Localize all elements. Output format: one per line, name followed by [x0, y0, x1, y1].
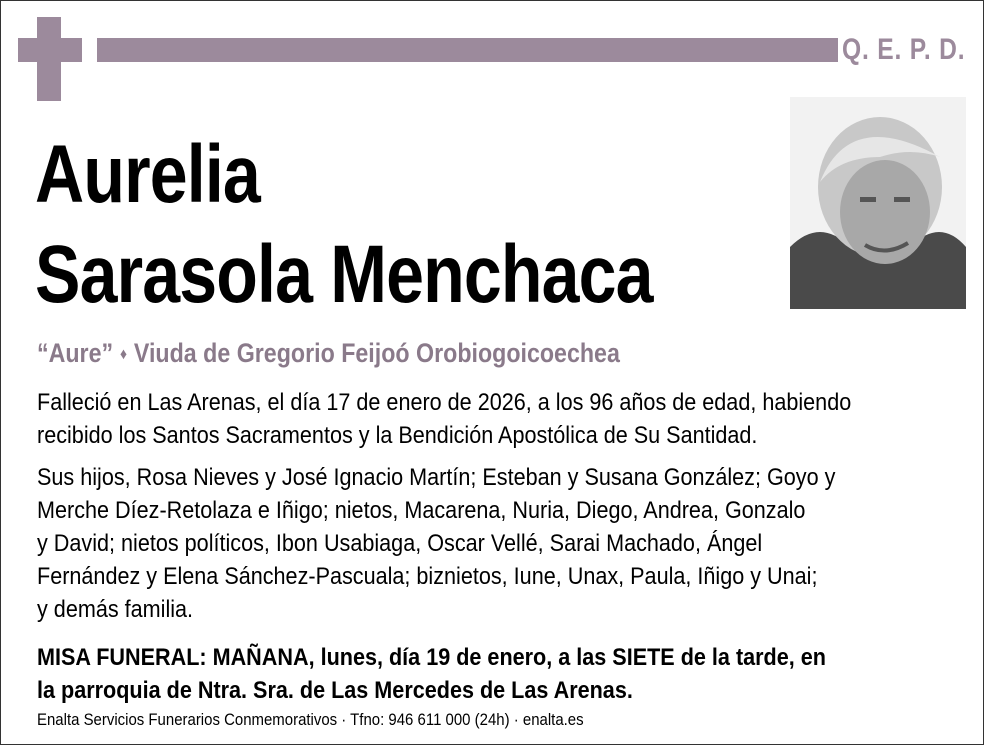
text-line: la parroquia de Ntra. Sra. de Las Mercedes de Las Arenas. — [37, 677, 633, 704]
qepd-label: Q. E. P. D. — [842, 33, 966, 66]
diamond-separator-icon: ♦ — [120, 345, 128, 363]
text-line: y demás familia. — [37, 596, 194, 623]
last-name: Sarasola Menchaca — [35, 229, 653, 320]
subtitle — [37, 338, 620, 369]
funeral-mass — [37, 641, 914, 707]
deceased-photo — [790, 97, 966, 309]
text-line: y David; nietos políticos, Ibon Usabiaga, Oscar Vellé, Sarai Machado, Ángel — [37, 530, 763, 557]
text-line: recibido los Santos Sacramentos y la Bendición Apostólica de Su Santidad. — [37, 422, 758, 449]
family-list — [37, 461, 924, 626]
text-line: Sus hijos, Rosa Nieves y José Ignacio Martín; Esteban y Susana González; Goyo y — [37, 464, 836, 491]
header-bar — [97, 38, 838, 62]
text-line: Merche Díez-Retolaza e Iñigo; nietos, Macarena, Nuria, Diego, Andrea, Gonzalo — [37, 497, 806, 524]
text-line: Falleció en Las Arenas, el día 17 de enero de 2026, a los 96 años de edad, habiendo — [37, 389, 852, 416]
text-line: Fernández y Elena Sánchez-Pascuala; biznietos, Iune, Unax, Paula, Iñigo y Unai; — [37, 563, 818, 590]
widow-of: Viuda de Gregorio Feijoó Orobiogoicoechea — [133, 338, 620, 368]
text-line: MISA FUNERAL: MAÑANA, lunes, día 19 de enero, a las SIETE de la tarde, en — [37, 644, 826, 671]
first-name: Aurelia — [35, 129, 260, 220]
nickname: “Aure” — [37, 338, 114, 368]
death-notice — [37, 386, 942, 452]
footer-credit: Enalta Servicios Funerarios Conmemorativos · Tfno: 946 611 000 (24h) · enalta.es — [37, 710, 584, 729]
